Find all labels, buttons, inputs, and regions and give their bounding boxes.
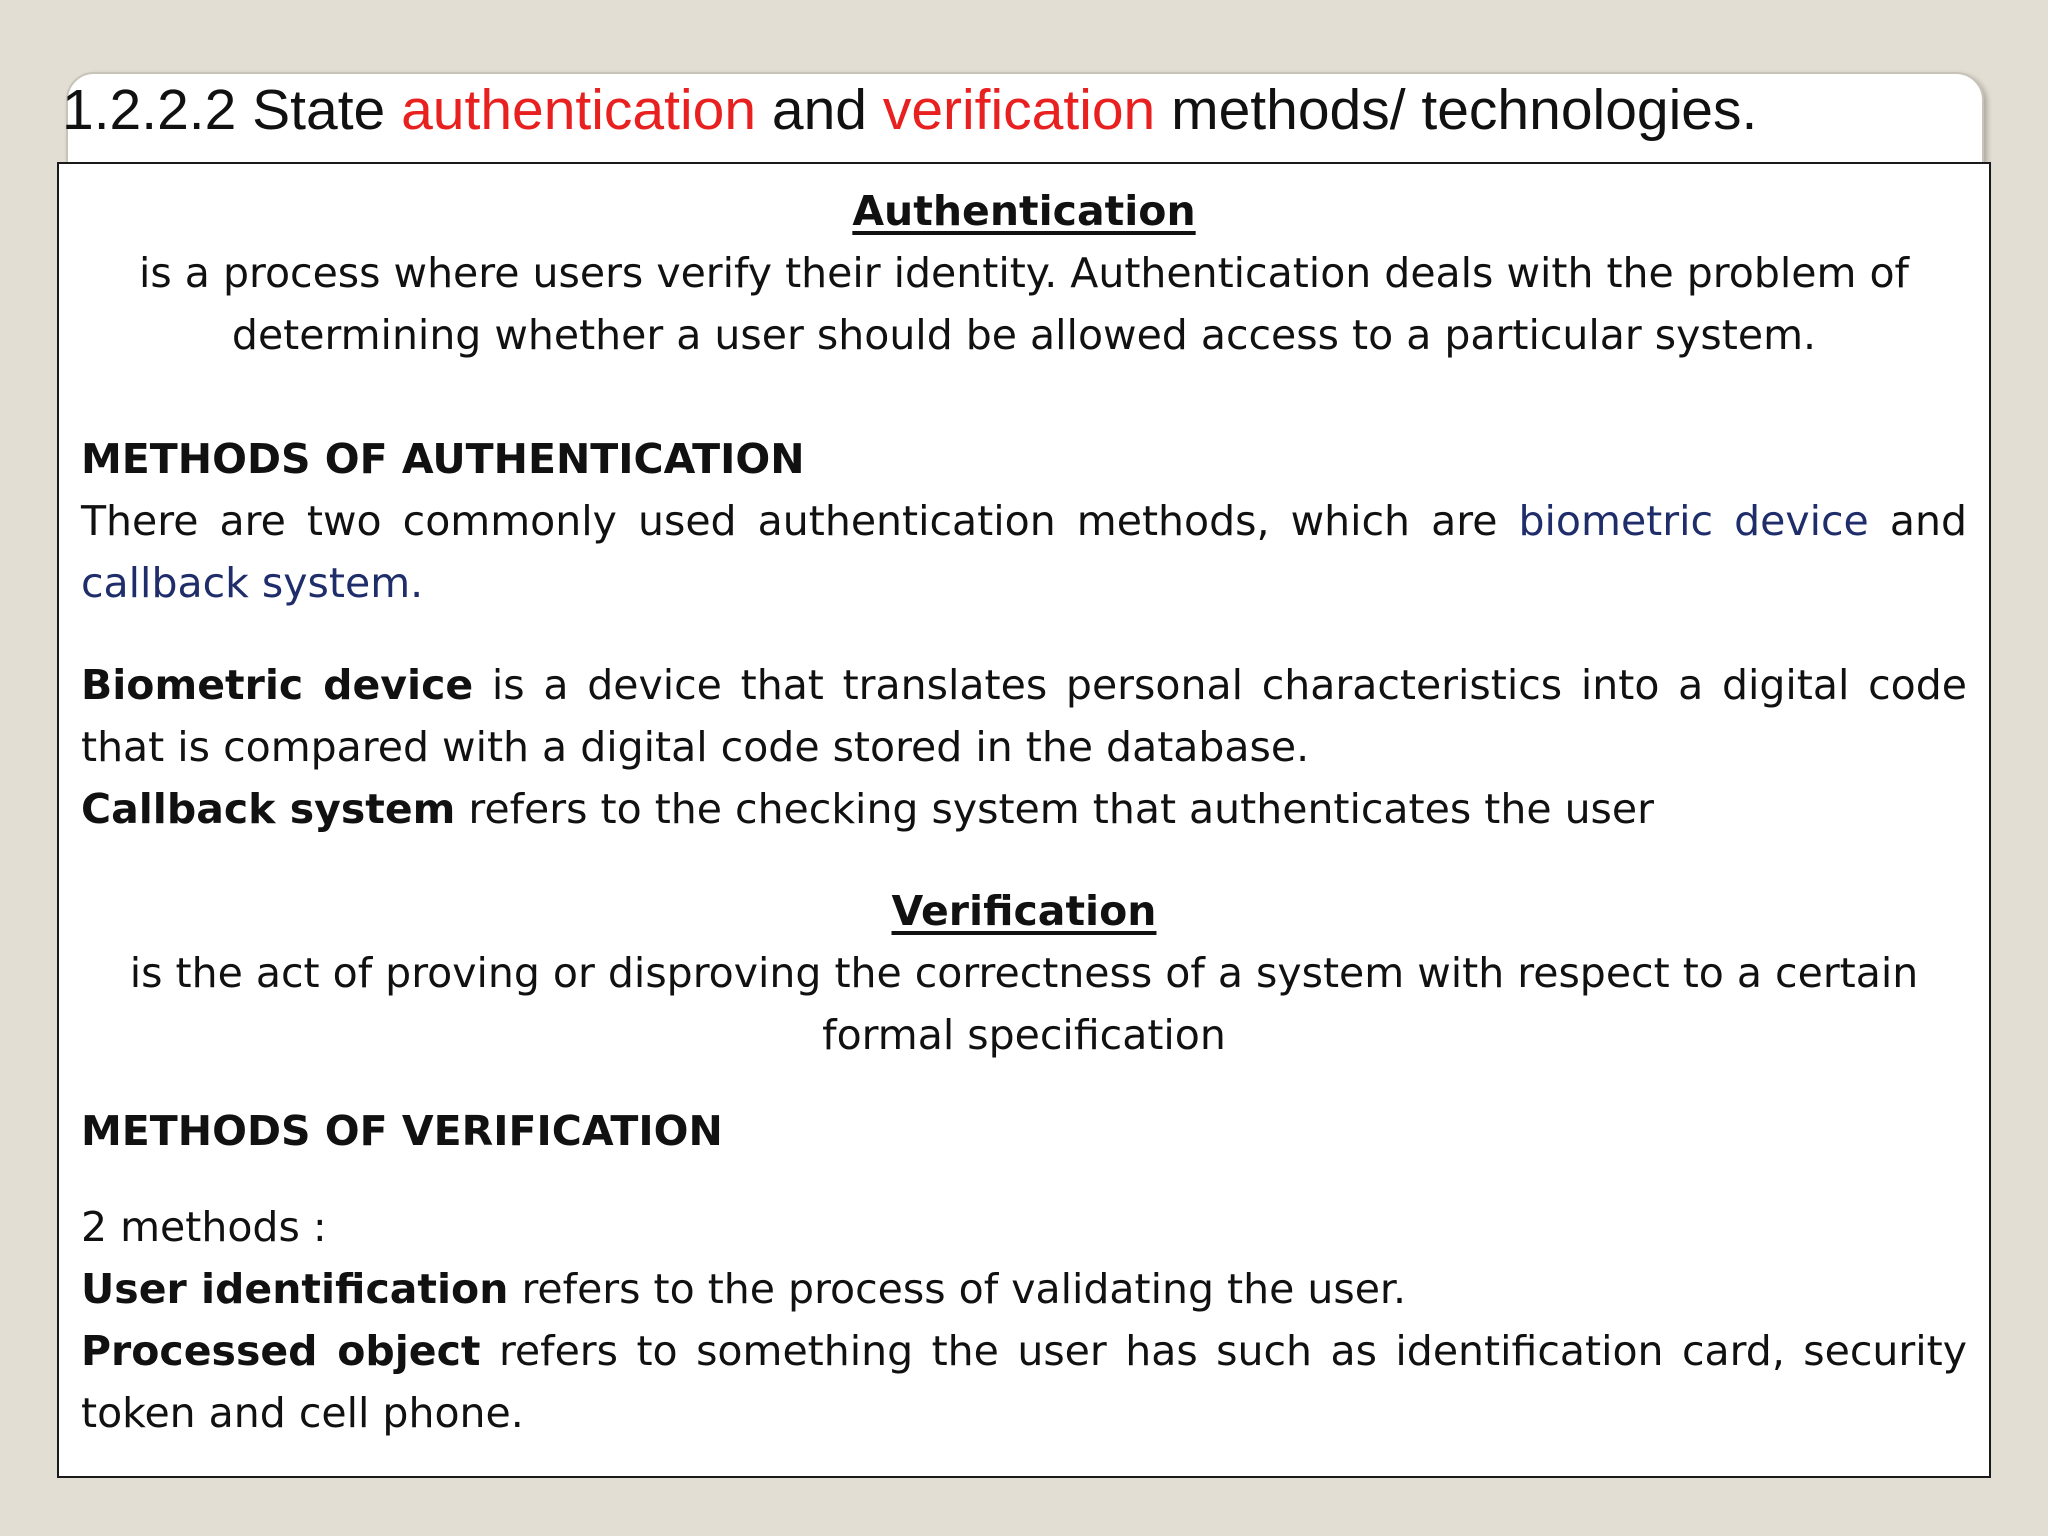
slide-title: [62, 74, 1757, 146]
term-biometric-device: biometric device: [1518, 497, 1869, 545]
title-accent-verification: verification: [882, 78, 1156, 142]
spacer: [81, 840, 1967, 880]
spacer: [81, 614, 1967, 654]
methods-intro-prefix: There are two commonly used authentication methods, which are: [81, 497, 1519, 545]
content-box: [57, 162, 1991, 1478]
term-callback-system: callback system.: [81, 559, 424, 607]
title-accent-authentication: authentication: [401, 78, 757, 142]
spacer: [81, 366, 1967, 428]
callback-system-paragraph: [81, 778, 1967, 840]
authentication-methods-intro: [81, 490, 1967, 614]
title-suffix: methods/ technologies.: [1155, 78, 1758, 142]
biometric-device-paragraph: [81, 654, 1967, 778]
title-mid: and: [756, 78, 883, 142]
spacer: [81, 1162, 1967, 1196]
verification-definition: is the act of proving or disproving the correctness of a system with respect to a certain formal specification: [129, 949, 1919, 1059]
verification-methods-heading: METHODS OF VERIFICATION: [81, 1107, 723, 1155]
verification-count-line: 2 methods :: [81, 1203, 327, 1251]
user-identification-paragraph: [81, 1258, 1967, 1320]
processed-object-paragraph: [81, 1320, 1967, 1444]
user-identification-term: User identification: [81, 1265, 509, 1313]
biometric-device-text: is a device that translates personal characteristics into a digital code that is compared with a digital code stored in the database.: [81, 661, 1967, 771]
methods-intro-mid: and: [1868, 497, 1967, 545]
processed-object-text: refers to something the user has such as identification card, security token and cell phone.: [81, 1327, 1967, 1437]
callback-system-term: Callback system: [81, 785, 456, 833]
callback-system-text: refers to the checking system that authenticates the user: [455, 785, 1654, 833]
verification-heading: Verification: [891, 887, 1157, 935]
spacer: [81, 1066, 1967, 1100]
user-identification-text: refers to the process of validating the user.: [508, 1265, 1407, 1313]
authentication-definition: is a process where users verify their identity. Authentication deals with the problem of determining whether a user should be allowed access to a particular system.: [139, 249, 1909, 359]
title-prefix: 1.2.2.2 State: [62, 78, 402, 142]
authentication-heading: Authentication: [852, 187, 1196, 235]
biometric-device-term: Biometric device: [81, 661, 474, 709]
authentication-methods-heading: METHODS OF AUTHENTICATION: [81, 435, 805, 483]
processed-object-term: Processed object: [81, 1327, 481, 1375]
